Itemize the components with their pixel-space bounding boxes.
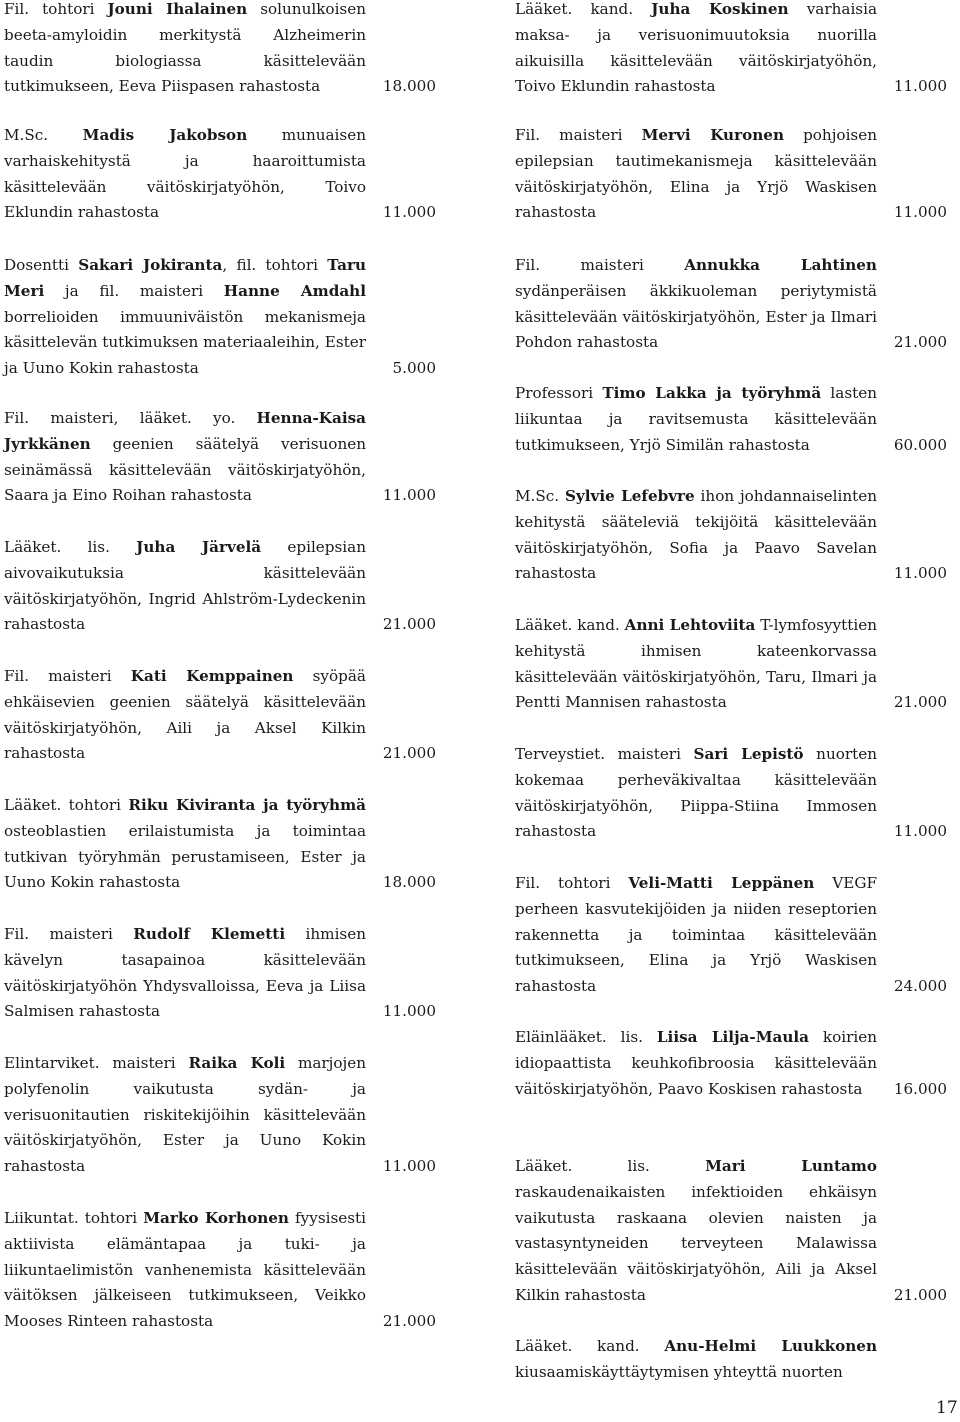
grant-entry	[515, 381, 947, 458]
grant-amount: 11.000	[382, 203, 436, 222]
grant-description: Dosentti Sakari Jokiranta, fil. tohtori Taru Meri ja fil. maisteri Hanne Amdahl borrelioiden immuuniväistön mekanismeja käsittelevän tutkimuksen materiaaleihin, Ester ja Uuno Kokin rahastosta	[4, 256, 366, 378]
grant-description: Liikuntat. tohtori Marko Korhonen fyysisesti aktiivista elämäntapaa ja tuki- ja liikuntaelimistön vanhenemista käsittelevään väitöksen jälkeiseen tutkimukseen, Veikko Mooses Rinteen rahastosta	[4, 1209, 367, 1331]
grant-amount: 18.000	[382, 77, 436, 96]
grant-amount: 16.000	[893, 1079, 947, 1098]
grant-description: M.Sc. Sylvie Lefebvre ihon johdannaiselinten kehitystä sääteleviä tekijöitä käsittelevään väitöskirjatyöhön, Sofia ja Paavo Savelan rahastosta	[515, 487, 877, 583]
grant-amount: 21.000	[893, 333, 947, 352]
recipient-name: Rudolf Klemetti	[133, 925, 286, 943]
grant-entry	[4, 253, 436, 382]
recipient-name: Raika Koli	[188, 1054, 286, 1072]
grant-amount: 60.000	[893, 435, 947, 454]
grant-description: Fil. maisteri Annukka Lahtinen sydänperäisen äkkikuoleman periytymistä käsittelevään väitöskirjatyöhön, Ester ja Ilmari Pohdon rahastosta	[515, 256, 877, 352]
grant-entry	[4, 535, 436, 638]
recipient-name: Taru Meri	[4, 256, 366, 300]
page-number: 17	[936, 1398, 958, 1418]
grant-amount: 5.000	[392, 359, 436, 378]
grant-description: Eläinlääket. lis. Liisa Lilja-Maula koirien idiopaattista keuhkofibroosia käsittelevään väitöskirjatyöhön, Paavo Koskisen rahastosta	[515, 1028, 878, 1098]
grant-entry	[515, 742, 947, 845]
grant-entry	[515, 1154, 947, 1309]
recipient-name: Henna-Kaisa Jyrkkänen	[4, 409, 366, 453]
grant-amount: 21.000	[893, 1285, 947, 1304]
grant-entry	[4, 1051, 436, 1180]
recipient-name: Timo Lakka ja työryhmä	[602, 384, 822, 402]
grant-amount: 11.000	[893, 564, 947, 583]
recipient-name: Kati Kemppainen	[130, 667, 294, 685]
recipient-name: Veli-Matti Leppänen	[628, 874, 815, 892]
recipient-name: Mervi Kuronen	[641, 126, 784, 144]
grant-description: Fil. maisteri Rudolf Klemetti ihmisen kävelyn tasapainoa käsittelevään väitöskirjatyöhön Yhdysvalloissa, Eeva ja Liisa Salmisen rahastosta	[4, 925, 366, 1021]
recipient-name: Anu-Helmi Luukkonen	[664, 1337, 877, 1355]
grant-entry	[515, 123, 947, 226]
grant-amount: 11.000	[893, 77, 947, 96]
grant-amount: 21.000	[382, 1312, 436, 1331]
grant-entry	[4, 1206, 436, 1335]
grant-description: Lääket. kand. Anni Lehtoviita T-lymfosyyttien kehitystä ihmisen kateenkorvassa käsittelevään väitöskirjatyöhön, Taru, Ilmari ja Pentti Mannisen rahastosta	[515, 616, 877, 712]
grant-description: Terveystiet. maisteri Sari Lepistö nuorten kokemaa perheväkivaltaa käsittelevään väitöskirjatyöhön, Piippa-Stiina Immosen rahastosta	[515, 745, 878, 841]
recipient-name: Sari Lepistö	[693, 745, 804, 763]
recipient-name: Juha Järvelä	[136, 538, 262, 556]
recipient-name: Annukka Lahtinen	[684, 256, 877, 274]
grant-description: Fil. tohtori Veli-Matti Leppänen VEGF perheen kasvutekijöiden ja niiden reseptorien rakennetta ja toimintaa käsittelevään tutkimukseen, Elina ja Yrjö Waskisen rahastosta	[515, 874, 877, 996]
grant-entry	[4, 664, 436, 767]
grant-entry	[4, 922, 436, 1025]
grant-description: Fil. maisteri Kati Kemppainen syöpää ehkäisevien geenien säätelyä käsittelevään väitöskirjatyöhön, Aili ja Aksel Kilkin rahastosta	[4, 667, 366, 763]
grant-description: Fil. maisteri, lääket. yo. Henna-Kaisa Jyrkkänen geenien säätelyä verisuonen seinämässä käsittelevään väitöskirjatyöhön, Saara ja Eino Roihan rahastosta	[4, 409, 366, 505]
grant-description: Professori Timo Lakka ja työryhmä lasten liikuntaa ja ravitsemusta käsittelevään tutkimukseen, Yrjö Similän rahastosta	[515, 384, 878, 454]
recipient-name: Jouni Ihalainen	[107, 0, 248, 18]
grant-description: Fil. maisteri Mervi Kuronen pohjoisen epilepsian tautimekanismeja käsittelevään väitöskirjatyöhön, Elina ja Yrjö Waskisen rahastosta	[515, 126, 877, 222]
recipient-name: Juha Koskinen	[651, 0, 789, 18]
grant-entry	[515, 613, 947, 716]
grant-description: Lääket. lis. Juha Järvelä epilepsian aivovaikutuksia käsittelevään väitöskirjatyöhön, Ingrid Ahlström-Lydeckenin rahastosta	[4, 538, 367, 634]
grant-entry	[515, 0, 947, 100]
grant-description: Lääket. tohtori Riku Kiviranta ja työryhmä osteoblastien erilaistumista ja toimintaa tutkivan työryhmän perustamiseen, Ester ja Uuno Kokin rahastosta	[4, 796, 366, 892]
recipient-name: Sakari Jokiranta	[78, 256, 223, 274]
recipient-name: Anni Lehtoviita	[624, 616, 756, 634]
grant-description: Fil. tohtori Jouni Ihalainen solunulkoisen beeta-amyloidin merkitystä Alzheimerin taudin biologiassa käsittelevään tutkimukseen, Eeva Piispasen rahastosta	[4, 0, 366, 96]
grant-description: Lääket. lis. Mari Luntamo raskaudenaikaisten infektioiden ehkäisyn vaikutusta raskaana olevien naisten ja vastasyntyneiden terveyteen Malawissa käsittelevään väitöskirjatyöhön, Aili ja Aksel Kilkin rahastosta	[515, 1157, 878, 1304]
recipient-name: Hanne Amdahl	[223, 281, 366, 300]
grant-entry	[515, 253, 947, 356]
recipient-name: Riku Kiviranta ja työryhmä	[128, 796, 366, 814]
grant-entry	[515, 484, 947, 587]
grant-amount: 21.000	[382, 744, 436, 763]
grant-amount: 11.000	[382, 1157, 436, 1176]
grant-entry	[4, 123, 436, 226]
grant-amount: 11.000	[382, 486, 436, 505]
recipient-name: Marko Korhonen	[143, 1209, 289, 1227]
grant-entry	[4, 793, 436, 896]
grant-description: M.Sc. Madis Jakobson munuaisen varhaiskehitystä ja haaroittumista käsittelevään väitöskirjatyöhön, Toivo Eklundin rahastosta	[4, 126, 366, 222]
recipient-name: Mari Luntamo	[705, 1157, 878, 1175]
grant-entry	[515, 1025, 947, 1102]
grant-amount: 24.000	[893, 977, 947, 996]
grant-amount: 21.000	[382, 615, 436, 634]
grant-amount: 21.000	[893, 693, 947, 712]
recipient-name: Sylvie Lefebvre	[564, 487, 695, 505]
recipient-name: Liisa Lilja-Maula	[656, 1028, 810, 1046]
grant-entry	[4, 0, 436, 100]
recipient-name: Madis Jakobson	[82, 126, 248, 144]
grant-entry	[4, 406, 436, 509]
grant-amount: 11.000	[893, 203, 947, 222]
grant-amount: 18.000	[382, 873, 436, 892]
grant-entry	[515, 871, 947, 1000]
grant-entry	[515, 1334, 947, 1386]
grant-description: Lääket. kand. Juha Koskinen varhaisia maksa- ja verisuonimuutoksia nuorilla aikuisilla käsittelevään väitöskirjatyöhön, Toivo Eklundin rahastosta	[515, 0, 878, 96]
grant-amount: 11.000	[893, 822, 947, 841]
grant-amount: 11.000	[382, 1002, 436, 1021]
grant-description: Elintarviket. maisteri Raika Koli marjojen polyfenolin vaikutusta sydän- ja verisuonitautien riskitekijöihin käsittelevään väitöskirjatyöhön, Ester ja Uuno Kokin rahastosta	[4, 1054, 366, 1176]
grant-description: Lääket. kand. Anu-Helmi Luukkonen kiusaamiskäyttäytymisen yhteyttä nuorten	[515, 1337, 877, 1381]
